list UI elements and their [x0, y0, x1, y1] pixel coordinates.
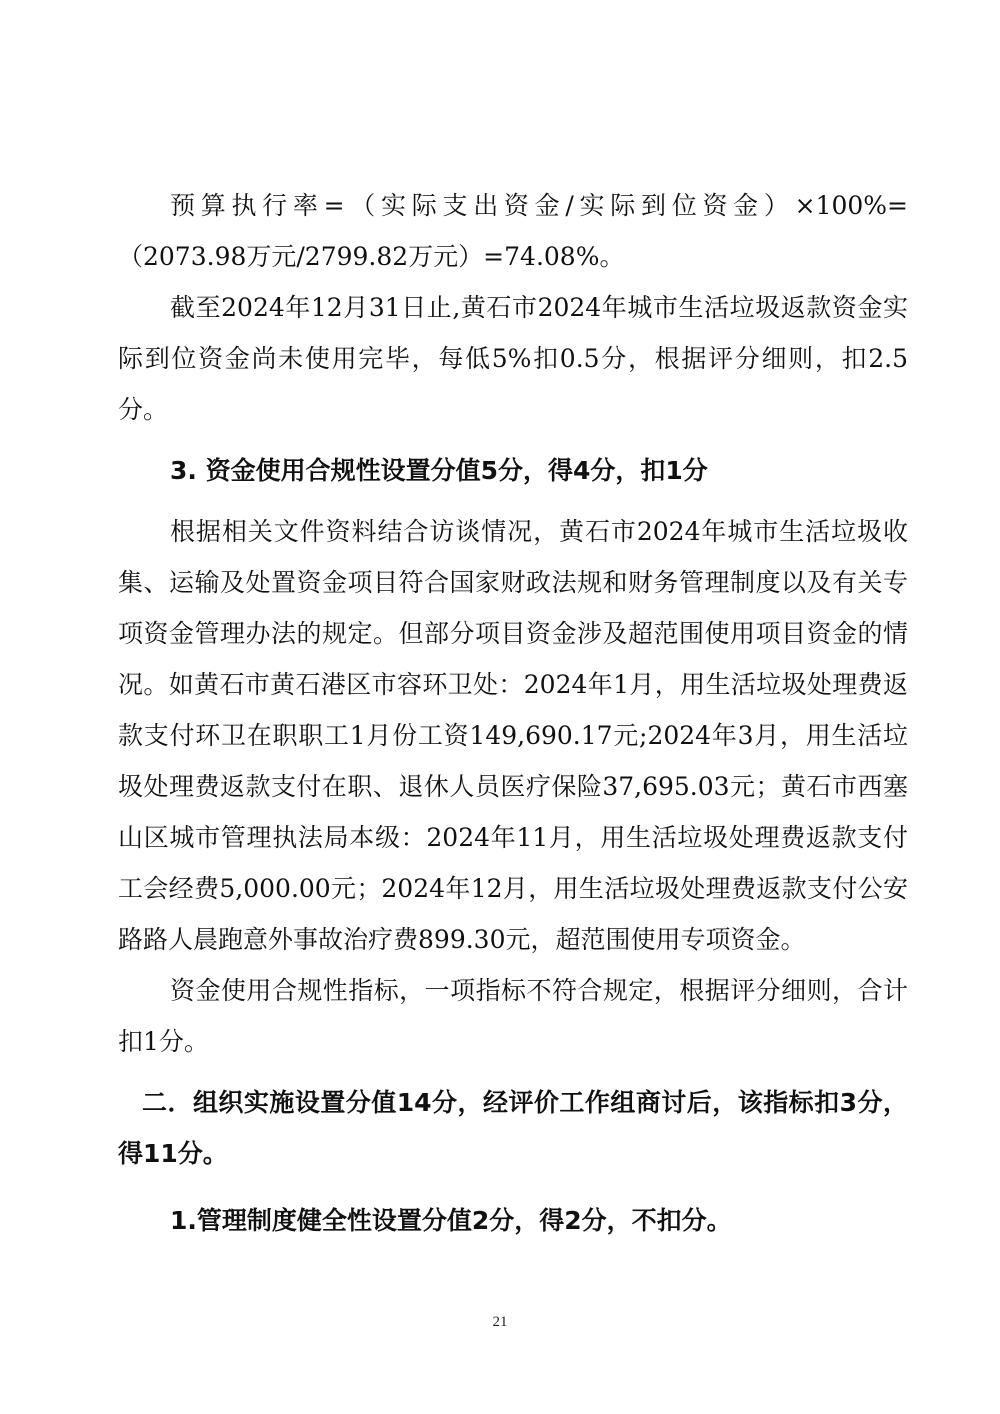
heading-fund-compliance: 3. 资金使用合规性设置分值5分，得4分，扣1分 — [170, 456, 708, 485]
heading-management-system: 1.管理制度健全性设置分值2分，得2分，不扣分。 — [170, 1206, 732, 1235]
page-number: 21 — [492, 1314, 508, 1330]
paragraph-budget-execution-rate: 预算执行率=（实际支出资金/实际到位资金）×100%=（2073.98万元/2799.82万元）=74.08%。 — [118, 191, 908, 271]
heading-organization-implementation: 二．组织实施设置分值14分，经评价工作组商讨后，该指标扣3分，得11分。 — [118, 1088, 908, 1168]
paragraph-fund-compliance-detail: 根据相关文件资料结合访谈情况，黄石市2024年城市生活垃圾收集、运输及处置资金项目符合国家财政法规和财务管理制度以及有关专项资金管理办法的规定。但部分项目资金涉及超范围使用项目资金的情况。如黄石市黄石港区市容环卫处：2024年1月，用生活垃圾处理费返款支付环卫在职职工1月份工资149,690.17元;2024年3月，用生活垃圾处理费返款支付在职、退休人员医疗保险37,695.03元；黄石市西塞山区城市管理执法局本级：2024年11月，用生活垃圾处理费返款支付工会经费5,000.00元；2024年12月，用生活垃圾处理费返款支付公安路路人晨跑意外事故治疗费899.30元，超范围使用专项资金。 — [118, 517, 908, 954]
paragraph-funds-unused: 截至2024年12月31日止,黄石市2024年城市生活垃圾返款资金实际到位资金尚未使用完毕，每低5%扣0.5分，根据评分细则，扣2.5分。 — [118, 293, 908, 424]
document-body — [118, 180, 908, 1246]
paragraph-compliance-deduction: 资金使用合规性指标，一项指标不符合规定，根据评分细则，合计扣1分。 — [118, 976, 908, 1056]
